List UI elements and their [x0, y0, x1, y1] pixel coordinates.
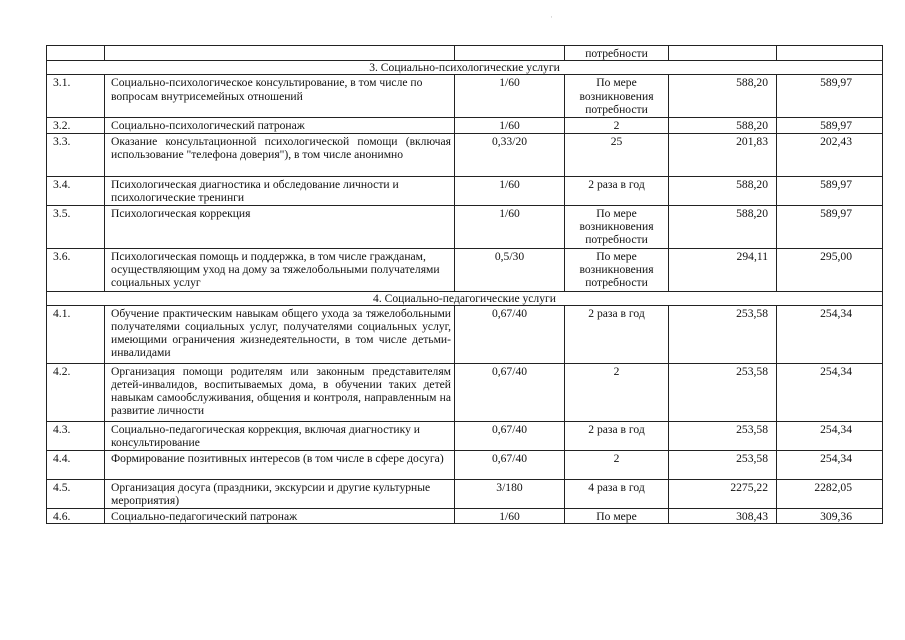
table-row: [47, 176, 883, 205]
cell-price1: 588,20: [669, 118, 777, 133]
cell-periodicity: потребности: [565, 46, 669, 61]
cell-service: Психологическая диагностика и обследование личности и психологические тренинги: [105, 176, 455, 205]
cell-price1: 253,58: [669, 450, 777, 479]
cell-price2: 589,97: [777, 75, 883, 118]
cell-num: 4.2.: [47, 363, 105, 421]
cell-norm: 0,33/20: [455, 133, 565, 176]
table-row: [47, 205, 883, 248]
table-row-top: [47, 46, 883, 61]
cell-service: Психологическая коррекция: [105, 205, 455, 248]
cell-num: 3.1.: [47, 75, 105, 118]
cell-price1: 308,43: [669, 508, 777, 523]
cell-norm: 1/60: [455, 205, 565, 248]
cell-periodicity: 2 раза в год: [565, 421, 669, 450]
cell-service: Организация помощи родителям или законным представителям детей-инвалидов, воспитываемых дома, в обучении таких детей навыкам самообслуживания, общения и контроля, направленным на развитие личности: [105, 363, 455, 421]
cell-price2: 295,00: [777, 248, 883, 291]
section-header-row: [47, 291, 883, 305]
services-table: [46, 45, 883, 524]
cell-price1: [669, 46, 777, 61]
cell-num: 4.5.: [47, 479, 105, 508]
cell-price1: 588,20: [669, 205, 777, 248]
cell-norm: 1/60: [455, 508, 565, 523]
cell-price2: 589,97: [777, 205, 883, 248]
cell-norm: 0,5/30: [455, 248, 565, 291]
cell-periodicity: 2: [565, 450, 669, 479]
cell-num: 4.4.: [47, 450, 105, 479]
cell-price2: 254,34: [777, 421, 883, 450]
cell-num: 4.3.: [47, 421, 105, 450]
cell-price1: 253,58: [669, 421, 777, 450]
cell-price1: 588,20: [669, 75, 777, 118]
cell-price2: 254,34: [777, 305, 883, 363]
cell-price2: 254,34: [777, 450, 883, 479]
cell-price1: 2275,22: [669, 479, 777, 508]
cell-price2: 309,36: [777, 508, 883, 523]
cell-num: 3.5.: [47, 205, 105, 248]
cell-price2: 254,34: [777, 363, 883, 421]
cell-price2: 589,97: [777, 176, 883, 205]
cell-norm: 0,67/40: [455, 421, 565, 450]
table-row: [47, 508, 883, 523]
table-row: [47, 363, 883, 421]
cell-num: 3.2.: [47, 118, 105, 133]
cell-norm: 0,67/40: [455, 450, 565, 479]
cell-periodicity: 2 раза в год: [565, 305, 669, 363]
cell-periodicity: 4 раза в год: [565, 479, 669, 508]
cell-service: Социально-педагогическая коррекция, включая диагностику и консультирование: [105, 421, 455, 450]
cell-num: 3.3.: [47, 133, 105, 176]
cell-periodicity: По мере возникновения потребности: [565, 205, 669, 248]
cell-service: Организация досуга (праздники, экскурсии и другие культурные мероприятия): [105, 479, 455, 508]
cell-price1: 201,83: [669, 133, 777, 176]
cell-price2: 2282,05: [777, 479, 883, 508]
table-row: [47, 248, 883, 291]
cell-service: Психологическая помощь и поддержка, в том числе гражданам, осуществляющим уход на дому за тяжелобольными получателями социальных услуг: [105, 248, 455, 291]
cell-price1: 294,11: [669, 248, 777, 291]
cell-num: [47, 46, 105, 61]
cell-num: 4.1.: [47, 305, 105, 363]
cell-service: Формирование позитивных интересов (в том числе в сфере досуга): [105, 450, 455, 479]
cell-service: Социально-психологический патронаж: [105, 118, 455, 133]
cell-service: Обучение практическим навыкам общего ухода за тяжелобольными получателями социальных услуг, получателями социальных услуг, имеющими ограничения жизнедеятельности, в том числе детьми-инвалидами: [105, 305, 455, 363]
cell-norm: 1/60: [455, 118, 565, 133]
cell-periodicity: 25: [565, 133, 669, 176]
cell-periodicity: По мере возникновения потребности: [565, 75, 669, 118]
table-row: [47, 75, 883, 118]
cell-price2: 589,97: [777, 118, 883, 133]
cell-periodicity: 2 раза в год: [565, 176, 669, 205]
table-row: [47, 479, 883, 508]
cell-num: 4.6.: [47, 508, 105, 523]
cell-num: 3.6.: [47, 248, 105, 291]
cell-price2: [777, 46, 883, 61]
cell-service: [105, 46, 455, 61]
table-row: [47, 450, 883, 479]
table-row: [47, 305, 883, 363]
cell-norm: 0,67/40: [455, 305, 565, 363]
section-header-row: [47, 61, 883, 75]
cell-service: Социально-психологическое консультирование, в том числе по вопросам внутрисемейных отношений: [105, 75, 455, 118]
cell-num: 3.4.: [47, 176, 105, 205]
table-row: [47, 133, 883, 176]
table-row: [47, 118, 883, 133]
cell-service: Социально-педагогический патронаж: [105, 508, 455, 523]
cell-price2: 202,43: [777, 133, 883, 176]
cell-service: Оказание консультационной психологической помощи (включая использование "телефона доверия"), в том числе анонимно: [105, 133, 455, 176]
cell-periodicity: По мере: [565, 508, 669, 523]
cell-periodicity: По мере возникновения потребности: [565, 248, 669, 291]
cell-norm: 1/60: [455, 75, 565, 118]
section-title: 4. Социально-педагогические услуги: [47, 291, 883, 305]
table-row: [47, 421, 883, 450]
cell-periodicity: 2: [565, 363, 669, 421]
cell-norm: 0,67/40: [455, 363, 565, 421]
cell-price1: 253,58: [669, 305, 777, 363]
cell-norm: [455, 46, 565, 61]
cell-price1: 588,20: [669, 176, 777, 205]
cell-price1: 253,58: [669, 363, 777, 421]
cell-norm: 3/180: [455, 479, 565, 508]
cell-periodicity: 2: [565, 118, 669, 133]
section-title: 3. Социально-психологические услуги: [47, 61, 883, 75]
scan-mark: ·: [550, 12, 553, 22]
cell-norm: 1/60: [455, 176, 565, 205]
